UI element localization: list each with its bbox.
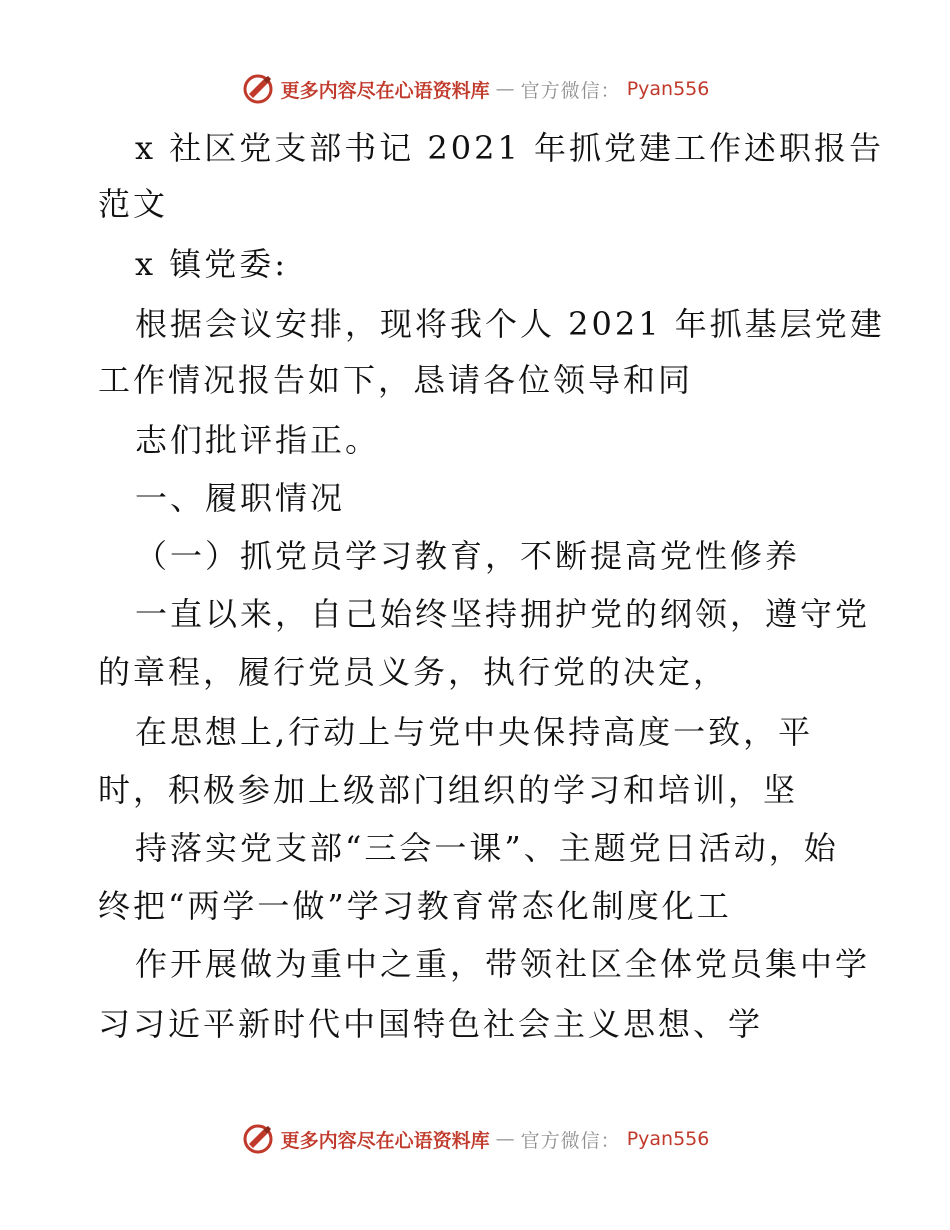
doc-paragraph-line: 根据会议安排，现将我个人 2021 年抓基层党建 <box>135 305 885 343</box>
doc-subsection-heading: （一）抓党员学习教育，不断提高党性修养 <box>135 537 801 575</box>
watermark-main-text: 更多内容尽在心语资料库 <box>280 79 490 102</box>
doc-paragraph-line: 志们批评指正。 <box>135 421 381 459</box>
logo-icon <box>241 72 275 106</box>
doc-paragraph-line: 终把“两学一做”学习教育常态化制度化工 <box>98 887 732 925</box>
logo-icon <box>241 1122 275 1156</box>
watermark-sub-text: 官方微信： <box>520 1129 621 1152</box>
doc-section-heading: 一、履职情况 <box>135 479 346 517</box>
doc-title-line-2: 范文 <box>98 185 169 223</box>
doc-paragraph-line: 作开展做为重中之重，带领社区全体党员集中学 <box>135 945 871 983</box>
doc-paragraph-line: 持落实党支部“三会一课”、主题党日活动，始 <box>135 829 839 867</box>
doc-title-line-1: x 社区党支部书记 2021 年抓党建工作述职报告 <box>135 129 885 167</box>
watermark-wechat-id: Pyan556 <box>626 78 710 100</box>
watermark-footer <box>0 1122 950 1156</box>
doc-paragraph-line: 工作情况报告如下，恳请各位领导和同 <box>98 361 694 399</box>
doc-paragraph-line: 一直以来，自己始终坚持拥护党的纲领，遵守党 <box>135 595 871 633</box>
doc-paragraph-line: 的章程，履行党员义务，执行党的决定， <box>98 653 729 691</box>
doc-paragraph-line: 习习近平新时代中国特色社会主义思想、学 <box>98 1005 764 1043</box>
watermark-wechat-id: Pyan556 <box>626 1128 710 1150</box>
watermark-sub-text: 官方微信： <box>520 79 621 102</box>
doc-paragraph-line: 时，积极参加上级部门组织的学习和培训，坚 <box>98 771 799 809</box>
watermark-main-text: 更多内容尽在心语资料库 <box>280 1129 490 1152</box>
doc-salutation: x 镇党委: <box>135 245 289 283</box>
watermark-dash: — <box>495 78 515 100</box>
doc-paragraph-line: 在思想上,行动上与党中央保持高度一致，平 <box>135 713 814 751</box>
watermark-dash: — <box>495 1128 515 1150</box>
watermark-header <box>0 72 950 106</box>
